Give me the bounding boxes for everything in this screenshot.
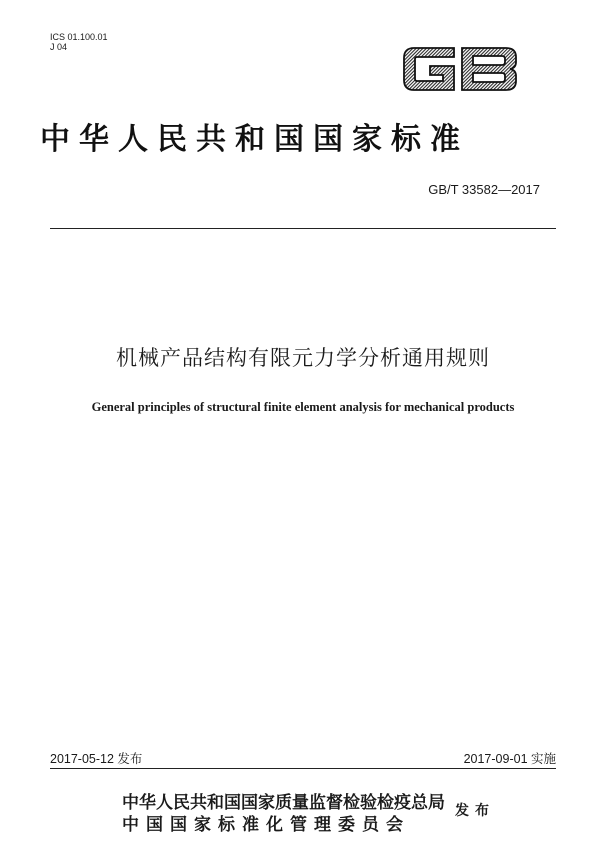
publisher-line-2: 中国国家标准化管理委员会 — [122, 815, 410, 835]
publish-date: 2017-05-12 发布 — [50, 752, 143, 766]
classification-codes — [50, 32, 108, 52]
ccs-code: J 04 — [50, 42, 68, 52]
document-title-en: General principles of structural finite element analysis for mechanical products — [91, 400, 515, 414]
standard-number: GB/T 33582—2017 — [428, 182, 540, 197]
footer-divider — [50, 768, 556, 769]
ics-code: ICS 01.100.01 — [50, 32, 108, 42]
publish-tag: 发布 — [455, 803, 495, 819]
publisher-line-1: 中华人民共和国国家质量监督检验检疫总局 — [122, 793, 445, 813]
standard-type-heading: 中华人民共和国国家标准 — [40, 122, 469, 157]
implement-date: 2017-09-01 实施 — [463, 752, 556, 766]
header-divider — [50, 228, 556, 229]
document-title-cn: 机械产品结构有限元力学分析通用规则 — [116, 346, 490, 370]
gb-logo — [398, 42, 522, 96]
